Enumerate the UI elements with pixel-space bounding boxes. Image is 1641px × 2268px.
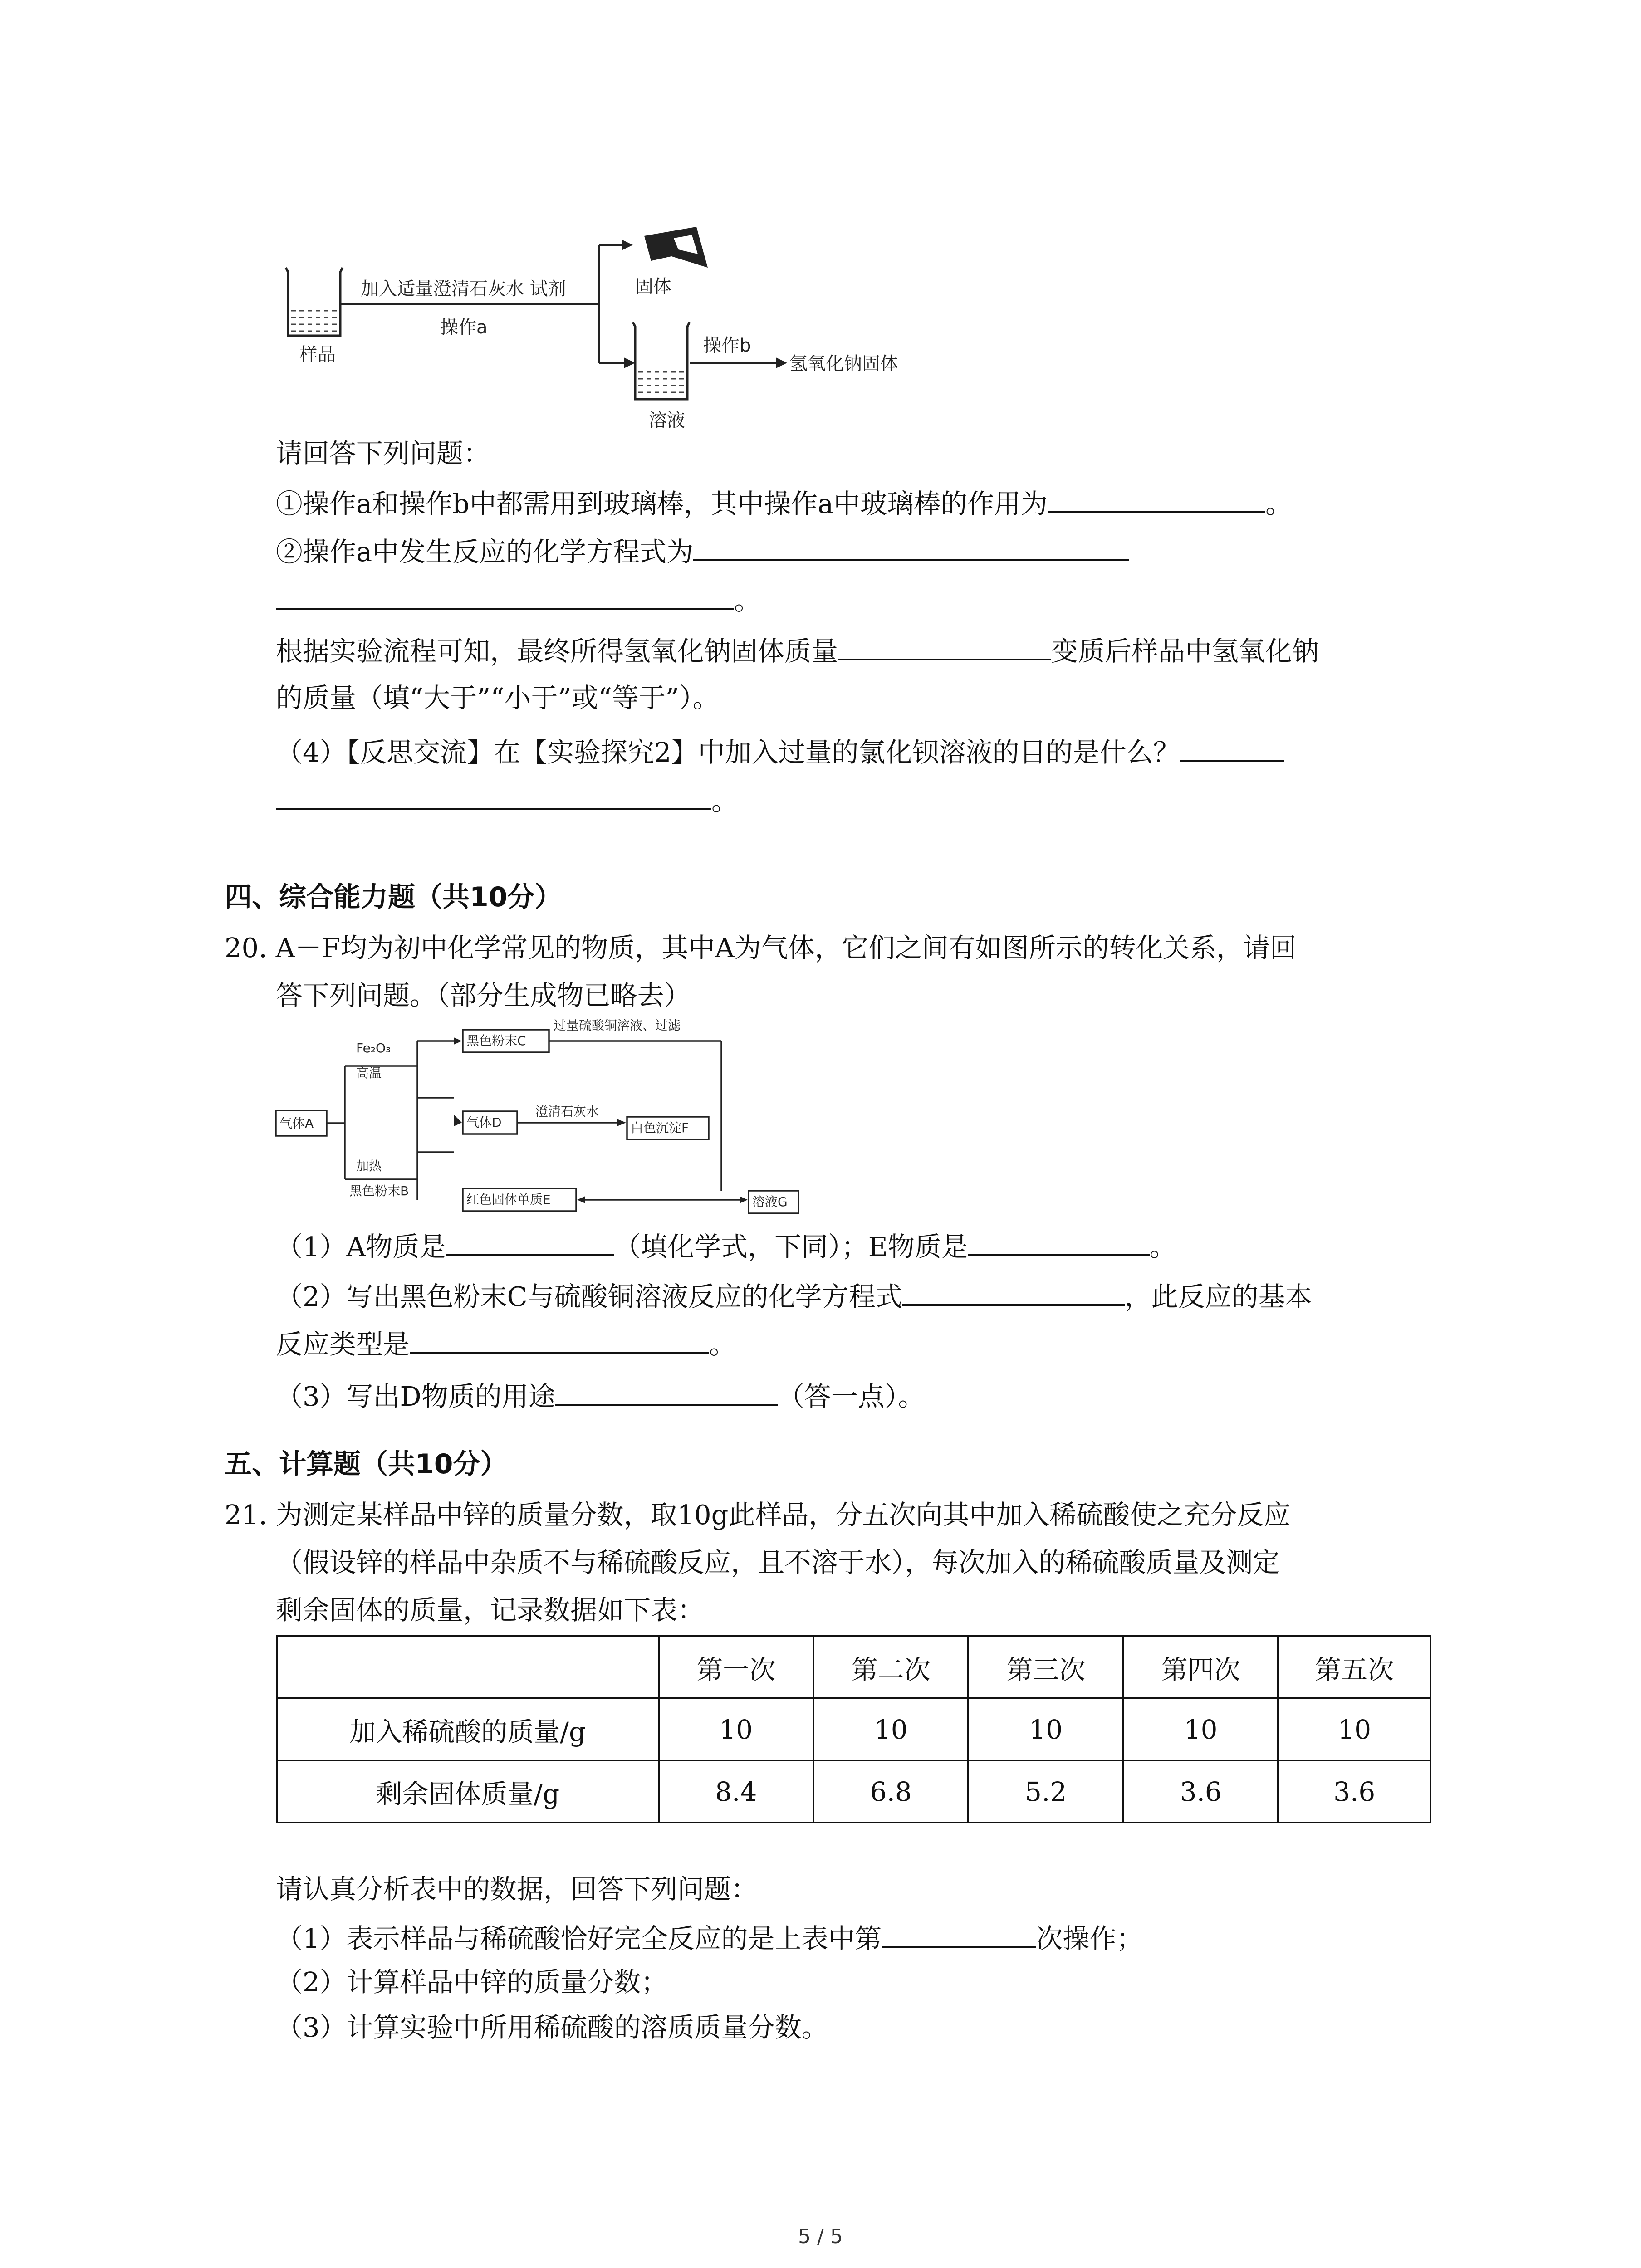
label-op-b: 操作b xyxy=(703,335,751,356)
table-cell: 3.6 xyxy=(1278,1760,1430,1823)
answer-blank[interactable] xyxy=(693,532,1129,561)
table-cell: 8.4 xyxy=(659,1760,813,1823)
q21-stem: 21. 为测定某样品中锌的质量分数，取10g此样品，分五次向其中加入稀硫酸使之充分反应 xyxy=(225,1499,1291,1530)
table-cell: 10 xyxy=(968,1698,1123,1760)
table-cell: 第五次 xyxy=(1278,1636,1430,1698)
table-cell: 10 xyxy=(1123,1698,1278,1760)
q20-part2-cont: 反应类型是 。 xyxy=(276,1325,736,1363)
label-black-b: 黑色粉末B xyxy=(349,1183,409,1198)
q20-stem: 20. A－F均为初中化学常见的物质，其中A为气体，它们之间有如图所示的转化关系，请回 xyxy=(225,932,1297,963)
q21-part1: （1）表示样品与稀硫酸恰好完全反应的是上表中第 次操作； xyxy=(276,1919,1143,1957)
label-sample: 样品 xyxy=(299,344,336,365)
answer-blank[interactable] xyxy=(446,1227,614,1256)
table-cell xyxy=(277,1636,659,1698)
q19-prompt: 请回答下列问题： xyxy=(276,438,490,469)
answer-blank[interactable] xyxy=(410,1325,709,1354)
answer-blank[interactable] xyxy=(1180,733,1284,762)
q19-conclusion-cont: 的质量（填“大于”“小于”或“等于”）。 xyxy=(276,682,720,714)
results-table xyxy=(276,1635,1431,1823)
table-cell: 3.6 xyxy=(1123,1760,1278,1823)
q21-part3: （3）计算实验中所用稀硫酸的溶质质量分数。 xyxy=(276,2012,828,2043)
q21-stem-cont2: 剩余固体的质量，记录数据如下表： xyxy=(276,1594,705,1626)
answer-blank[interactable] xyxy=(555,1377,778,1406)
separation-flow-diagram xyxy=(272,218,916,435)
answer-blank[interactable] xyxy=(276,781,711,810)
table-cell: 剩余固体质量/g xyxy=(277,1760,659,1823)
q20-part1: （1）A物质是 （填化学式，下同）；E物质是 。 xyxy=(276,1227,1176,1265)
table-cell: 10 xyxy=(813,1698,968,1760)
q21-stem-cont: （假设锌的样品中杂质不与稀硫酸反应，且不溶于水），每次加入的稀硫酸质量及测定 xyxy=(276,1547,1280,1578)
answer-blank[interactable] xyxy=(882,1919,1036,1948)
q20-part3: （3）写出D物质的用途 （答一点）。 xyxy=(276,1377,925,1415)
table-cell: 第四次 xyxy=(1123,1636,1278,1698)
q19-conclusion: 根据实验流程可知，最终所得氢氧化钠固体质量 变质后样品中氢氧化钠 xyxy=(276,631,1319,670)
table-cell: 第三次 xyxy=(968,1636,1123,1698)
q20-part2: （2）写出黑色粉末C与硫酸铜溶液反应的化学方程式 ，此反应的基本 xyxy=(276,1277,1312,1315)
table-cell: 第二次 xyxy=(813,1636,968,1698)
q19-item2-cont: 。 xyxy=(276,581,761,619)
table-row xyxy=(277,1698,1430,1760)
table-header-row xyxy=(277,1636,1430,1698)
node-black-c: 黑色粉末C xyxy=(466,1033,526,1048)
node-gas-a: 气体A xyxy=(279,1116,314,1131)
label-fe2o3: Fe₂O₃ xyxy=(356,1041,391,1056)
q21-prompt: 请认真分析表中的数据，回答下列问题： xyxy=(276,1873,758,1905)
label-cuso4: 过量硫酸铜溶液、过滤 xyxy=(554,1018,681,1033)
conversion-flow-diagram xyxy=(272,1016,817,1220)
answer-blank[interactable] xyxy=(276,581,734,610)
table-cell: 加入稀硫酸的质量/g xyxy=(277,1698,659,1760)
label-naoh-solid: 氢氧化钠固体 xyxy=(789,353,898,374)
label-limewater: 澄清石灰水 xyxy=(535,1104,599,1119)
label-op-a: 操作a xyxy=(440,317,488,338)
node-gas-d: 气体D xyxy=(466,1115,502,1130)
label-add-limewater: 加入适量澄清石灰水 试剂 xyxy=(361,279,566,299)
label-high-temp: 高温 xyxy=(356,1066,382,1080)
table-cell: 第一次 xyxy=(659,1636,813,1698)
section-title-4: 四、综合能力题（共10分） xyxy=(225,881,562,913)
q19-item2: ②操作a中发生反应的化学方程式为 xyxy=(276,532,1129,570)
node-solution-g: 溶液G xyxy=(752,1194,788,1209)
q20-stem-cont: 答下列问题。（部分生成物已略去） xyxy=(276,980,691,1011)
q19-item4-cont: 。 xyxy=(276,781,738,819)
page-number: 5 / 5 xyxy=(798,2225,843,2248)
label-heat: 加热 xyxy=(356,1158,382,1173)
q19-item4: （4）【反思交流】在【实验探究2】中加入过量的氯化钡溶液的目的是什么？ xyxy=(276,733,1284,771)
answer-blank[interactable] xyxy=(838,631,1051,660)
table-cell: 10 xyxy=(659,1698,813,1760)
label-solution: 溶液 xyxy=(649,410,685,431)
q21-part2: （2）计算样品中锌的质量分数； xyxy=(276,1966,668,1998)
answer-blank[interactable] xyxy=(968,1227,1150,1256)
node-white-f: 白色沉淀F xyxy=(631,1120,689,1135)
section-title-5: 五、计算题（共10分） xyxy=(225,1448,508,1480)
table-cell: 6.8 xyxy=(813,1760,968,1823)
label-solid: 固体 xyxy=(635,276,671,297)
q19-item1: ①操作a和操作b中都需用到玻璃棒，其中操作a中玻璃棒的作用为 。 xyxy=(276,484,1292,522)
answer-blank[interactable] xyxy=(1048,484,1265,513)
table-cell: 10 xyxy=(1278,1698,1430,1760)
table-row xyxy=(277,1760,1430,1823)
table-cell: 5.2 xyxy=(968,1760,1123,1823)
answer-blank[interactable] xyxy=(902,1277,1125,1306)
node-red-e: 红色固体单质E xyxy=(466,1192,551,1207)
